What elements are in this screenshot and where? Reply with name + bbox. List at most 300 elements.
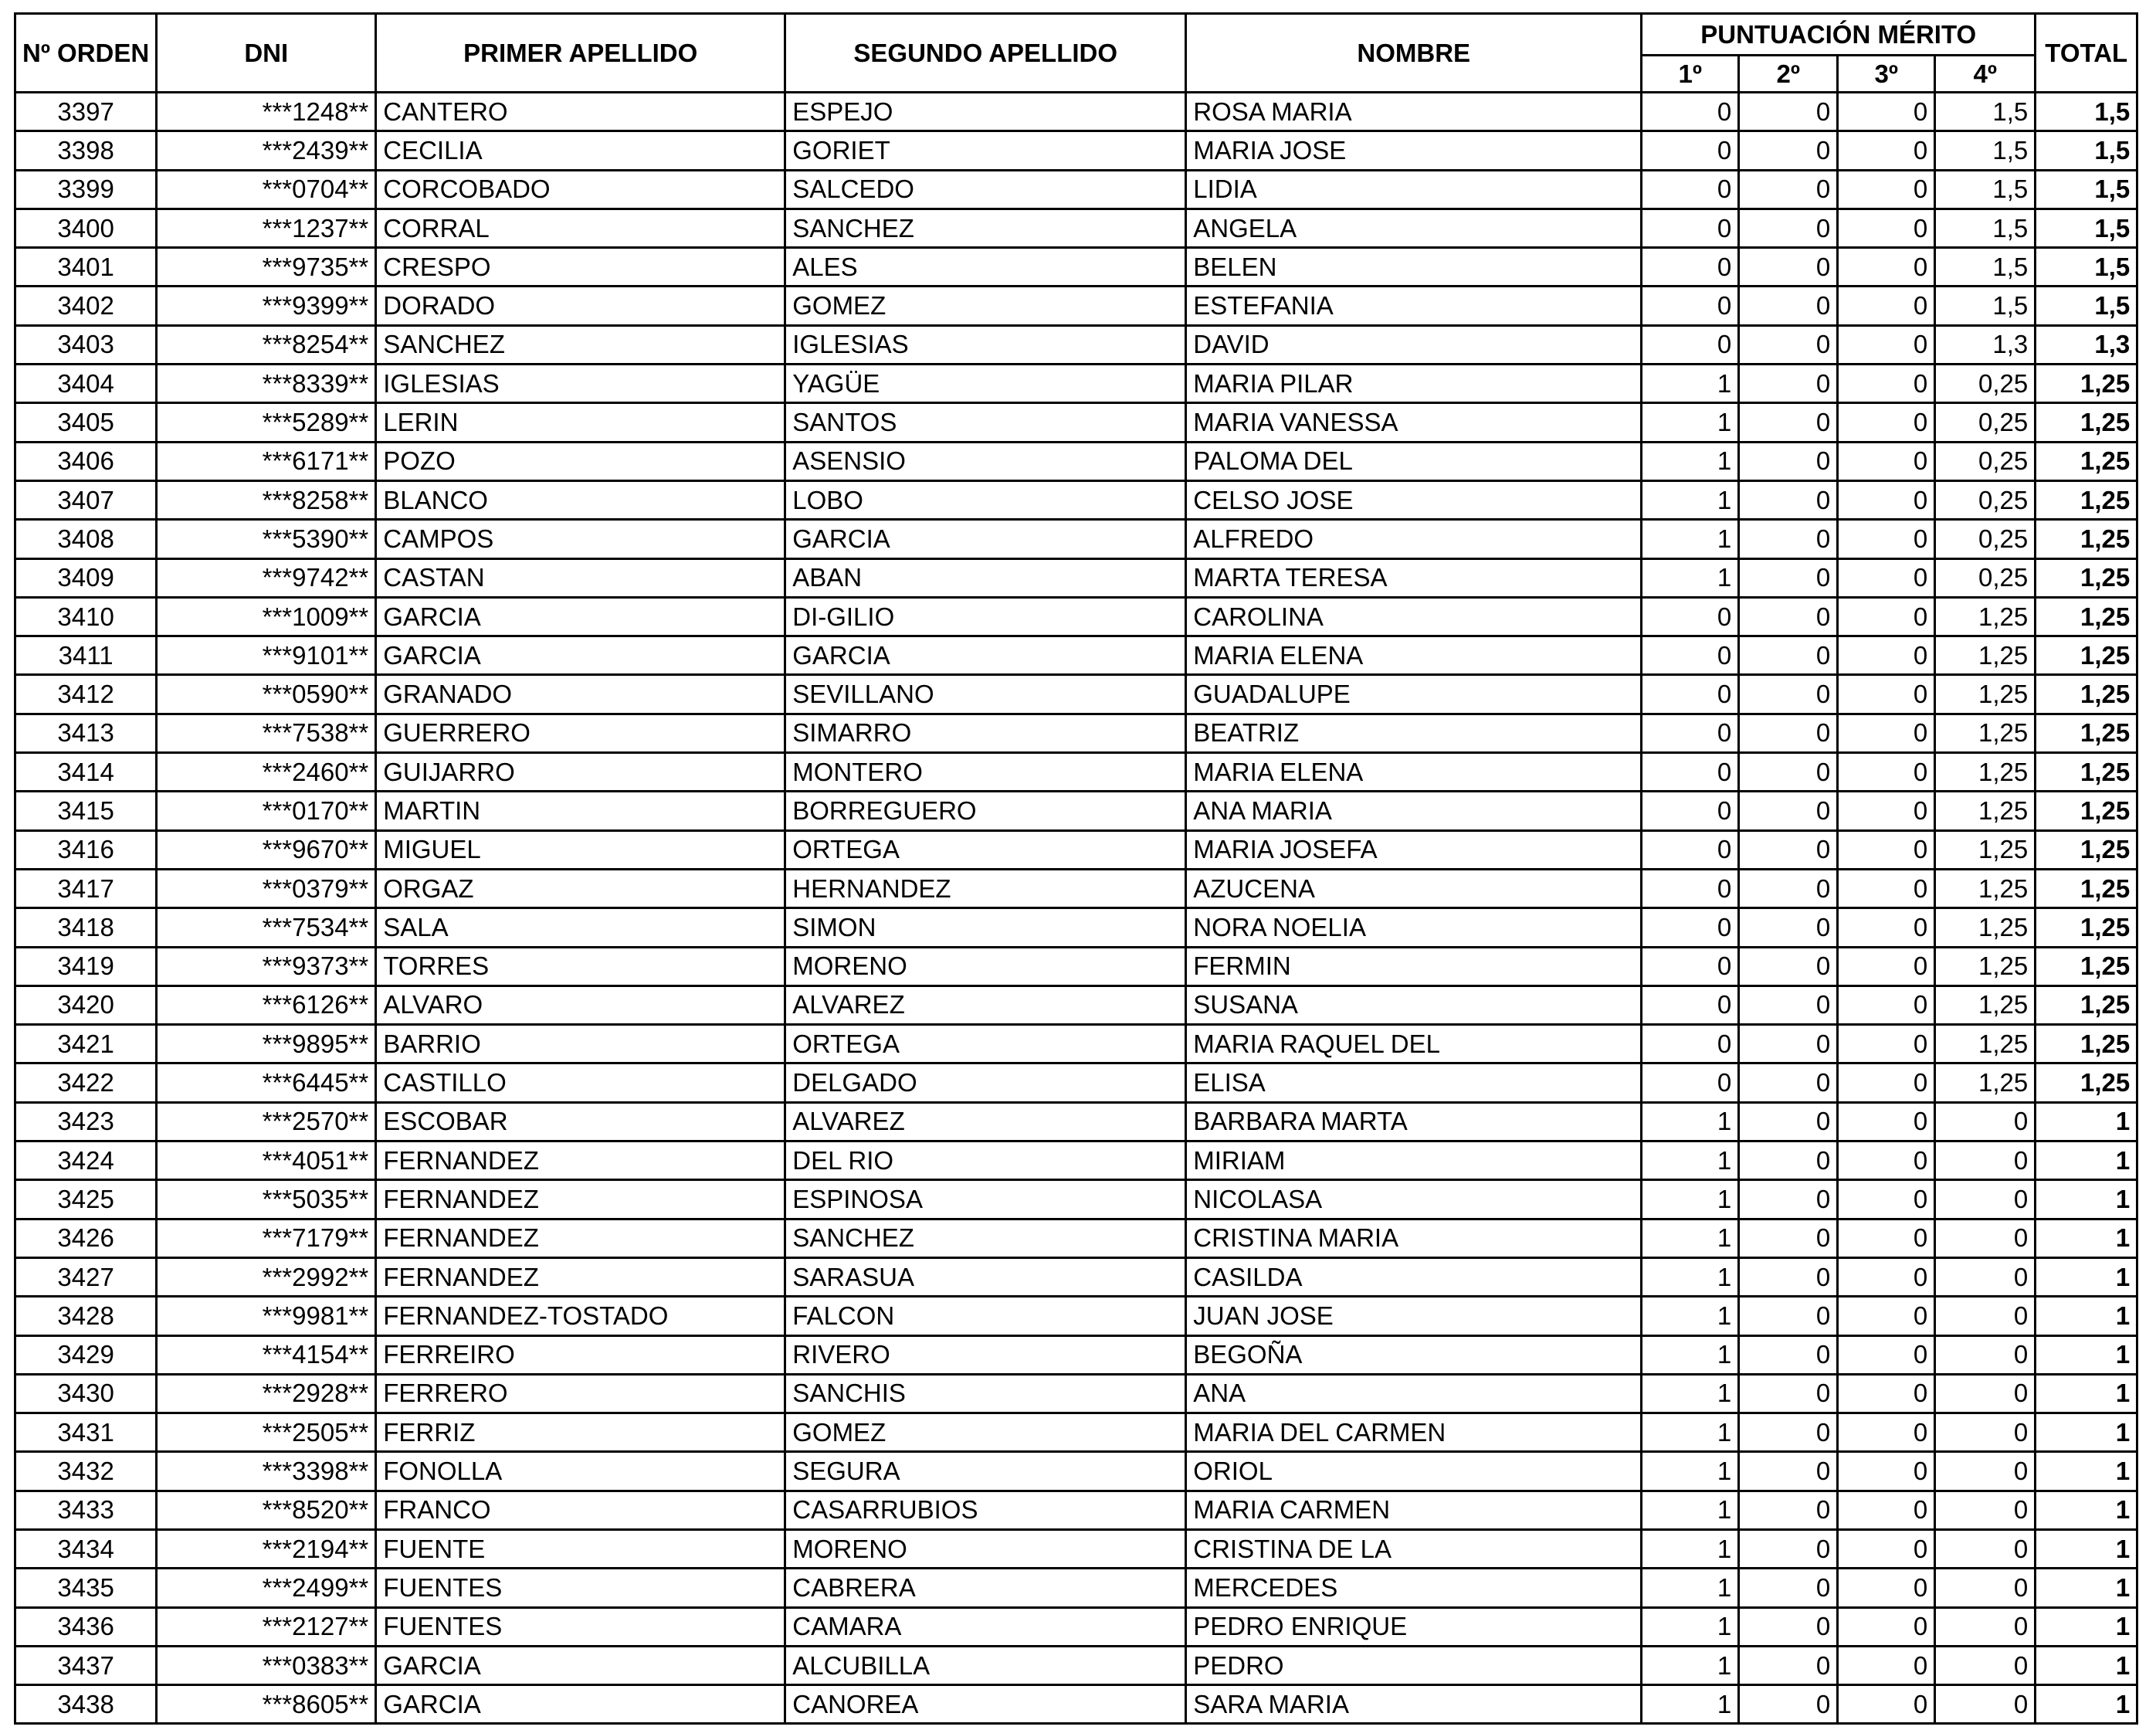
cell-segundo-apellido: SALCEDO: [785, 170, 1186, 209]
cell-total: 1: [2036, 1529, 2137, 1568]
cell-dni: ***6126**: [157, 985, 376, 1024]
cell-orden: 3405: [15, 403, 157, 442]
cell-segundo-apellido: SEGURA: [785, 1452, 1186, 1491]
cell-merito-3: 0: [1838, 1607, 1935, 1646]
cell-total: 1,25: [2036, 714, 2137, 752]
cell-merito-2: 0: [1739, 1102, 1838, 1141]
cell-segundo-apellido: DI-GILIO: [785, 597, 1186, 636]
cell-total: 1: [2036, 1685, 2137, 1724]
cell-primer-apellido: ORGAZ: [376, 869, 785, 907]
cell-orden: 3412: [15, 675, 157, 714]
cell-merito-1: 1: [1642, 403, 1739, 442]
cell-primer-apellido: CASTAN: [376, 558, 785, 597]
cell-orden: 3397: [15, 93, 157, 131]
cell-nombre: JUAN JOSE: [1186, 1297, 1642, 1335]
cell-primer-apellido: FERNANDEZ: [376, 1141, 785, 1180]
cell-primer-apellido: BLANCO: [376, 480, 785, 519]
cell-merito-1: 0: [1642, 287, 1739, 325]
cell-merito-1: 1: [1642, 1102, 1739, 1141]
cell-primer-apellido: SANCHEZ: [376, 325, 785, 364]
table-row: [15, 1413, 2137, 1452]
table-row: [15, 792, 2137, 830]
cell-merito-2: 0: [1739, 714, 1838, 752]
cell-merito-3: 0: [1838, 1141, 1935, 1180]
cell-merito-1: 1: [1642, 1529, 1739, 1568]
cell-merito-2: 0: [1739, 287, 1838, 325]
cell-total: 1: [2036, 1219, 2137, 1257]
cell-nombre: ORIOL: [1186, 1452, 1642, 1491]
cell-total: 1,25: [2036, 520, 2137, 558]
cell-segundo-apellido: GOMEZ: [785, 1413, 1186, 1452]
cell-total: 1,25: [2036, 947, 2137, 985]
cell-merito-2: 0: [1739, 403, 1838, 442]
cell-segundo-apellido: YAGÜE: [785, 365, 1186, 403]
cell-segundo-apellido: HERNANDEZ: [785, 869, 1186, 907]
cell-merito-1: 1: [1642, 1141, 1739, 1180]
cell-merito-4: 0: [1935, 1335, 2036, 1374]
cell-merito-1: 1: [1642, 1452, 1739, 1491]
cell-merito-3: 0: [1838, 985, 1935, 1024]
cell-merito-1: 0: [1642, 908, 1739, 947]
cell-merito-4: 0,25: [1935, 558, 2036, 597]
cell-segundo-apellido: BORREGUERO: [785, 792, 1186, 830]
table-row: [15, 714, 2137, 752]
cell-orden: 3437: [15, 1646, 157, 1684]
results-table: [14, 12, 2138, 1725]
table-row: [15, 325, 2137, 364]
cell-orden: 3417: [15, 869, 157, 907]
cell-primer-apellido: IGLESIAS: [376, 365, 785, 403]
cell-merito-4: 0: [1935, 1529, 2036, 1568]
cell-dni: ***9670**: [157, 830, 376, 869]
cell-merito-2: 0: [1739, 480, 1838, 519]
cell-dni: ***7538**: [157, 714, 376, 752]
cell-merito-4: 1,5: [1935, 93, 2036, 131]
cell-merito-1: 1: [1642, 1646, 1739, 1684]
table-row: [15, 1452, 2137, 1491]
cell-total: 1,25: [2036, 365, 2137, 403]
table-row: [15, 985, 2137, 1024]
cell-orden: 3416: [15, 830, 157, 869]
cell-total: 1,3: [2036, 325, 2137, 364]
cell-merito-2: 0: [1739, 1180, 1838, 1219]
cell-merito-4: 1,5: [1935, 170, 2036, 209]
cell-merito-2: 0: [1739, 1257, 1838, 1296]
cell-primer-apellido: FERRERO: [376, 1374, 785, 1413]
cell-merito-3: 0: [1838, 170, 1935, 209]
cell-merito-3: 0: [1838, 93, 1935, 131]
cell-primer-apellido: GRANADO: [376, 675, 785, 714]
cell-merito-2: 0: [1739, 1413, 1838, 1452]
cell-dni: ***2992**: [157, 1257, 376, 1296]
cell-merito-1: 0: [1642, 170, 1739, 209]
cell-merito-1: 0: [1642, 636, 1739, 675]
cell-dni: ***7534**: [157, 908, 376, 947]
cell-nombre: ANA MARIA: [1186, 792, 1642, 830]
cell-dni: ***9101**: [157, 636, 376, 675]
cell-nombre: BEGOÑA: [1186, 1335, 1642, 1374]
cell-merito-3: 0: [1838, 1452, 1935, 1491]
cell-total: 1,25: [2036, 869, 2137, 907]
cell-orden: 3402: [15, 287, 157, 325]
table-header: [15, 14, 2137, 93]
cell-merito-1: 1: [1642, 1219, 1739, 1257]
table-row: [15, 248, 2137, 287]
cell-merito-3: 0: [1838, 403, 1935, 442]
cell-dni: ***5390**: [157, 520, 376, 558]
table-row: [15, 1685, 2137, 1724]
cell-nombre: MARTA TERESA: [1186, 558, 1642, 597]
table-row: [15, 1491, 2137, 1529]
cell-merito-2: 0: [1739, 1529, 1838, 1568]
cell-merito-3: 0: [1838, 597, 1935, 636]
cell-merito-3: 0: [1838, 1685, 1935, 1724]
cell-dni: ***8339**: [157, 365, 376, 403]
cell-dni: ***6445**: [157, 1063, 376, 1102]
header-primer-apellido: PRIMER APELLIDO: [376, 14, 785, 93]
cell-dni: ***2499**: [157, 1569, 376, 1607]
cell-nombre: MARIA RAQUEL DEL: [1186, 1025, 1642, 1063]
cell-merito-3: 0: [1838, 1646, 1935, 1684]
cell-primer-apellido: GUIJARRO: [376, 753, 785, 792]
cell-merito-2: 0: [1739, 1335, 1838, 1374]
cell-primer-apellido: GUERRERO: [376, 714, 785, 752]
cell-primer-apellido: CAMPOS: [376, 520, 785, 558]
cell-primer-apellido: FERREIRO: [376, 1335, 785, 1374]
cell-merito-4: 1,25: [1935, 908, 2036, 947]
cell-merito-4: 1,5: [1935, 287, 2036, 325]
cell-merito-2: 0: [1739, 830, 1838, 869]
cell-total: 1: [2036, 1257, 2137, 1296]
cell-dni: ***1009**: [157, 597, 376, 636]
cell-total: 1: [2036, 1491, 2137, 1529]
cell-merito-3: 0: [1838, 1569, 1935, 1607]
cell-primer-apellido: LERIN: [376, 403, 785, 442]
cell-orden: 3424: [15, 1141, 157, 1180]
table-row: [15, 597, 2137, 636]
cell-merito-3: 0: [1838, 131, 1935, 170]
cell-merito-4: 0: [1935, 1297, 2036, 1335]
cell-dni: ***9373**: [157, 947, 376, 985]
cell-merito-2: 0: [1739, 1491, 1838, 1529]
cell-merito-1: 1: [1642, 1491, 1739, 1529]
cell-orden: 3413: [15, 714, 157, 752]
cell-merito-4: 1,25: [1935, 753, 2036, 792]
cell-total: 1,25: [2036, 908, 2137, 947]
cell-total: 1,25: [2036, 403, 2137, 442]
cell-total: 1,5: [2036, 287, 2137, 325]
cell-merito-4: 1,25: [1935, 985, 2036, 1024]
cell-merito-4: 1,25: [1935, 636, 2036, 675]
header-segundo-apellido: SEGUNDO APELLIDO: [785, 14, 1186, 93]
cell-total: 1,5: [2036, 170, 2137, 209]
cell-dni: ***2505**: [157, 1413, 376, 1452]
cell-segundo-apellido: MONTERO: [785, 753, 1186, 792]
cell-nombre: MERCEDES: [1186, 1569, 1642, 1607]
cell-merito-1: 0: [1642, 1025, 1739, 1063]
cell-merito-1: 0: [1642, 947, 1739, 985]
cell-merito-1: 0: [1642, 209, 1739, 247]
cell-dni: ***2127**: [157, 1607, 376, 1646]
cell-orden: 3427: [15, 1257, 157, 1296]
cell-dni: ***8605**: [157, 1685, 376, 1724]
cell-merito-2: 0: [1739, 1219, 1838, 1257]
cell-segundo-apellido: SARASUA: [785, 1257, 1186, 1296]
cell-merito-2: 0: [1739, 1569, 1838, 1607]
cell-nombre: PEDRO: [1186, 1646, 1642, 1684]
cell-dni: ***2439**: [157, 131, 376, 170]
cell-merito-2: 0: [1739, 1646, 1838, 1684]
cell-merito-3: 0: [1838, 830, 1935, 869]
cell-segundo-apellido: GOMEZ: [785, 287, 1186, 325]
header-merito-3: 3º: [1838, 56, 1935, 93]
cell-merito-4: 0: [1935, 1491, 2036, 1529]
cell-merito-3: 0: [1838, 1491, 1935, 1529]
cell-merito-2: 0: [1739, 442, 1838, 480]
cell-merito-3: 0: [1838, 1219, 1935, 1257]
cell-merito-1: 0: [1642, 869, 1739, 907]
header-orden: Nº ORDEN: [15, 14, 157, 93]
table-row: [15, 1335, 2137, 1374]
cell-total: 1: [2036, 1180, 2137, 1219]
cell-primer-apellido: FONOLLA: [376, 1452, 785, 1491]
cell-orden: 3426: [15, 1219, 157, 1257]
header-merito-2: 2º: [1739, 56, 1838, 93]
cell-total: 1,5: [2036, 93, 2137, 131]
cell-nombre: SARA MARIA: [1186, 1685, 1642, 1724]
cell-nombre: PEDRO ENRIQUE: [1186, 1607, 1642, 1646]
cell-merito-1: 1: [1642, 1374, 1739, 1413]
cell-merito-4: 0,25: [1935, 442, 2036, 480]
table-row: [15, 287, 2137, 325]
cell-segundo-apellido: DEL RIO: [785, 1141, 1186, 1180]
cell-merito-1: 1: [1642, 1335, 1739, 1374]
table-row: [15, 1646, 2137, 1684]
cell-merito-1: 0: [1642, 714, 1739, 752]
cell-nombre: ALFREDO: [1186, 520, 1642, 558]
cell-merito-3: 0: [1838, 908, 1935, 947]
cell-merito-2: 0: [1739, 520, 1838, 558]
cell-segundo-apellido: ORTEGA: [785, 1025, 1186, 1063]
cell-segundo-apellido: ASENSIO: [785, 442, 1186, 480]
header-dni: DNI: [157, 14, 376, 93]
cell-merito-4: 0: [1935, 1141, 2036, 1180]
cell-segundo-apellido: ABAN: [785, 558, 1186, 597]
cell-segundo-apellido: SANCHIS: [785, 1374, 1186, 1413]
cell-segundo-apellido: FALCON: [785, 1297, 1186, 1335]
cell-merito-2: 0: [1739, 985, 1838, 1024]
cell-merito-4: 1,25: [1935, 597, 2036, 636]
cell-merito-1: 0: [1642, 675, 1739, 714]
cell-nombre: ESTEFANIA: [1186, 287, 1642, 325]
cell-nombre: MIRIAM: [1186, 1141, 1642, 1180]
cell-total: 1,25: [2036, 1063, 2137, 1102]
cell-merito-4: 0: [1935, 1685, 2036, 1724]
cell-segundo-apellido: SANCHEZ: [785, 209, 1186, 247]
cell-total: 1,25: [2036, 753, 2137, 792]
cell-nombre: BEATRIZ: [1186, 714, 1642, 752]
table-row: [15, 1297, 2137, 1335]
cell-orden: 3415: [15, 792, 157, 830]
cell-nombre: CRISTINA MARIA: [1186, 1219, 1642, 1257]
cell-primer-apellido: CORCOBADO: [376, 170, 785, 209]
cell-orden: 3438: [15, 1685, 157, 1724]
cell-merito-2: 0: [1739, 597, 1838, 636]
cell-merito-2: 0: [1739, 1685, 1838, 1724]
cell-orden: 3409: [15, 558, 157, 597]
cell-total: 1,5: [2036, 131, 2137, 170]
cell-merito-3: 0: [1838, 442, 1935, 480]
cell-primer-apellido: ESCOBAR: [376, 1102, 785, 1141]
cell-orden: 3420: [15, 985, 157, 1024]
cell-merito-4: 0: [1935, 1180, 2036, 1219]
cell-dni: ***2570**: [157, 1102, 376, 1141]
cell-total: 1: [2036, 1297, 2137, 1335]
cell-total: 1,25: [2036, 597, 2137, 636]
cell-merito-4: 1,25: [1935, 675, 2036, 714]
cell-segundo-apellido: LOBO: [785, 480, 1186, 519]
cell-merito-2: 0: [1739, 908, 1838, 947]
cell-orden: 3421: [15, 1025, 157, 1063]
cell-merito-3: 0: [1838, 1413, 1935, 1452]
cell-merito-1: 1: [1642, 1297, 1739, 1335]
table-row: [15, 1257, 2137, 1296]
cell-primer-apellido: FERNANDEZ: [376, 1219, 785, 1257]
cell-merito-2: 0: [1739, 792, 1838, 830]
table-row: [15, 1529, 2137, 1568]
table-row: [15, 869, 2137, 907]
cell-orden: 3422: [15, 1063, 157, 1102]
cell-total: 1: [2036, 1374, 2137, 1413]
cell-merito-4: 0,25: [1935, 403, 2036, 442]
cell-total: 1: [2036, 1335, 2137, 1374]
cell-merito-2: 0: [1739, 869, 1838, 907]
cell-merito-4: 0: [1935, 1219, 2036, 1257]
cell-nombre: ANA: [1186, 1374, 1642, 1413]
cell-segundo-apellido: ALVAREZ: [785, 1102, 1186, 1141]
cell-merito-4: 0,25: [1935, 365, 2036, 403]
header-nombre: NOMBRE: [1186, 14, 1642, 93]
cell-merito-2: 0: [1739, 1025, 1838, 1063]
table-row: [15, 520, 2137, 558]
cell-orden: 3425: [15, 1180, 157, 1219]
cell-dni: ***8254**: [157, 325, 376, 364]
table-row: [15, 1180, 2137, 1219]
cell-dni: ***7179**: [157, 1219, 376, 1257]
cell-nombre: NORA NOELIA: [1186, 908, 1642, 947]
cell-merito-4: 0,25: [1935, 520, 2036, 558]
cell-nombre: MARIA JOSE: [1186, 131, 1642, 170]
cell-nombre: MARIA ELENA: [1186, 753, 1642, 792]
cell-orden: 3414: [15, 753, 157, 792]
cell-primer-apellido: CORRAL: [376, 209, 785, 247]
cell-dni: ***5035**: [157, 1180, 376, 1219]
cell-segundo-apellido: SEVILLANO: [785, 675, 1186, 714]
cell-merito-2: 0: [1739, 325, 1838, 364]
cell-segundo-apellido: CABRERA: [785, 1569, 1186, 1607]
cell-total: 1: [2036, 1569, 2137, 1607]
table-row: [15, 1025, 2137, 1063]
cell-merito-4: 0: [1935, 1413, 2036, 1452]
cell-merito-1: 1: [1642, 1180, 1739, 1219]
cell-merito-3: 0: [1838, 1025, 1935, 1063]
cell-merito-4: 0: [1935, 1646, 2036, 1684]
table-row: [15, 947, 2137, 985]
cell-dni: ***9735**: [157, 248, 376, 287]
cell-merito-4: 0: [1935, 1607, 2036, 1646]
cell-total: 1: [2036, 1646, 2137, 1684]
cell-dni: ***9981**: [157, 1297, 376, 1335]
cell-total: 1: [2036, 1607, 2137, 1646]
cell-merito-1: 1: [1642, 480, 1739, 519]
cell-orden: 3410: [15, 597, 157, 636]
cell-merito-2: 0: [1739, 365, 1838, 403]
cell-merito-3: 0: [1838, 1297, 1935, 1335]
cell-merito-3: 0: [1838, 480, 1935, 519]
cell-merito-4: 1,25: [1935, 830, 2036, 869]
cell-merito-1: 1: [1642, 365, 1739, 403]
table-row: [15, 1219, 2137, 1257]
cell-merito-2: 0: [1739, 248, 1838, 287]
table-row: [15, 908, 2137, 947]
cell-segundo-apellido: ALVAREZ: [785, 985, 1186, 1024]
cell-merito-1: 0: [1642, 131, 1739, 170]
cell-primer-apellido: POZO: [376, 442, 785, 480]
cell-dni: ***3398**: [157, 1452, 376, 1491]
cell-nombre: MARIA DEL CARMEN: [1186, 1413, 1642, 1452]
cell-dni: ***6171**: [157, 442, 376, 480]
cell-total: 1: [2036, 1452, 2137, 1491]
cell-total: 1: [2036, 1102, 2137, 1141]
table-row: [15, 365, 2137, 403]
cell-orden: 3403: [15, 325, 157, 364]
cell-nombre: MARIA PILAR: [1186, 365, 1642, 403]
cell-dni: ***1248**: [157, 93, 376, 131]
cell-total: 1,25: [2036, 636, 2137, 675]
cell-merito-1: 0: [1642, 248, 1739, 287]
cell-merito-2: 0: [1739, 636, 1838, 675]
cell-nombre: SUSANA: [1186, 985, 1642, 1024]
cell-nombre: DAVID: [1186, 325, 1642, 364]
cell-segundo-apellido: ESPEJO: [785, 93, 1186, 131]
cell-nombre: MARIA JOSEFA: [1186, 830, 1642, 869]
cell-merito-3: 0: [1838, 287, 1935, 325]
cell-total: 1,25: [2036, 675, 2137, 714]
cell-dni: ***9895**: [157, 1025, 376, 1063]
cell-orden: 3434: [15, 1529, 157, 1568]
cell-primer-apellido: TORRES: [376, 947, 785, 985]
cell-primer-apellido: BARRIO: [376, 1025, 785, 1063]
cell-merito-1: 1: [1642, 1685, 1739, 1724]
table-body: [15, 93, 2137, 1724]
table-row: [15, 1102, 2137, 1141]
cell-merito-3: 0: [1838, 558, 1935, 597]
cell-merito-4: 1,25: [1935, 947, 2036, 985]
cell-primer-apellido: FERNANDEZ: [376, 1180, 785, 1219]
cell-nombre: ROSA MARIA: [1186, 93, 1642, 131]
cell-merito-3: 0: [1838, 1102, 1935, 1141]
cell-merito-3: 0: [1838, 869, 1935, 907]
cell-primer-apellido: FUENTE: [376, 1529, 785, 1568]
header-puntuacion-merito: PUNTUACIÓN MÉRITO: [1642, 14, 2036, 56]
table-row: [15, 93, 2137, 131]
cell-segundo-apellido: SANCHEZ: [785, 1219, 1186, 1257]
cell-nombre: CASILDA: [1186, 1257, 1642, 1296]
cell-merito-3: 0: [1838, 636, 1935, 675]
cell-total: 1,5: [2036, 209, 2137, 247]
cell-dni: ***4051**: [157, 1141, 376, 1180]
table-row: [15, 1569, 2137, 1607]
